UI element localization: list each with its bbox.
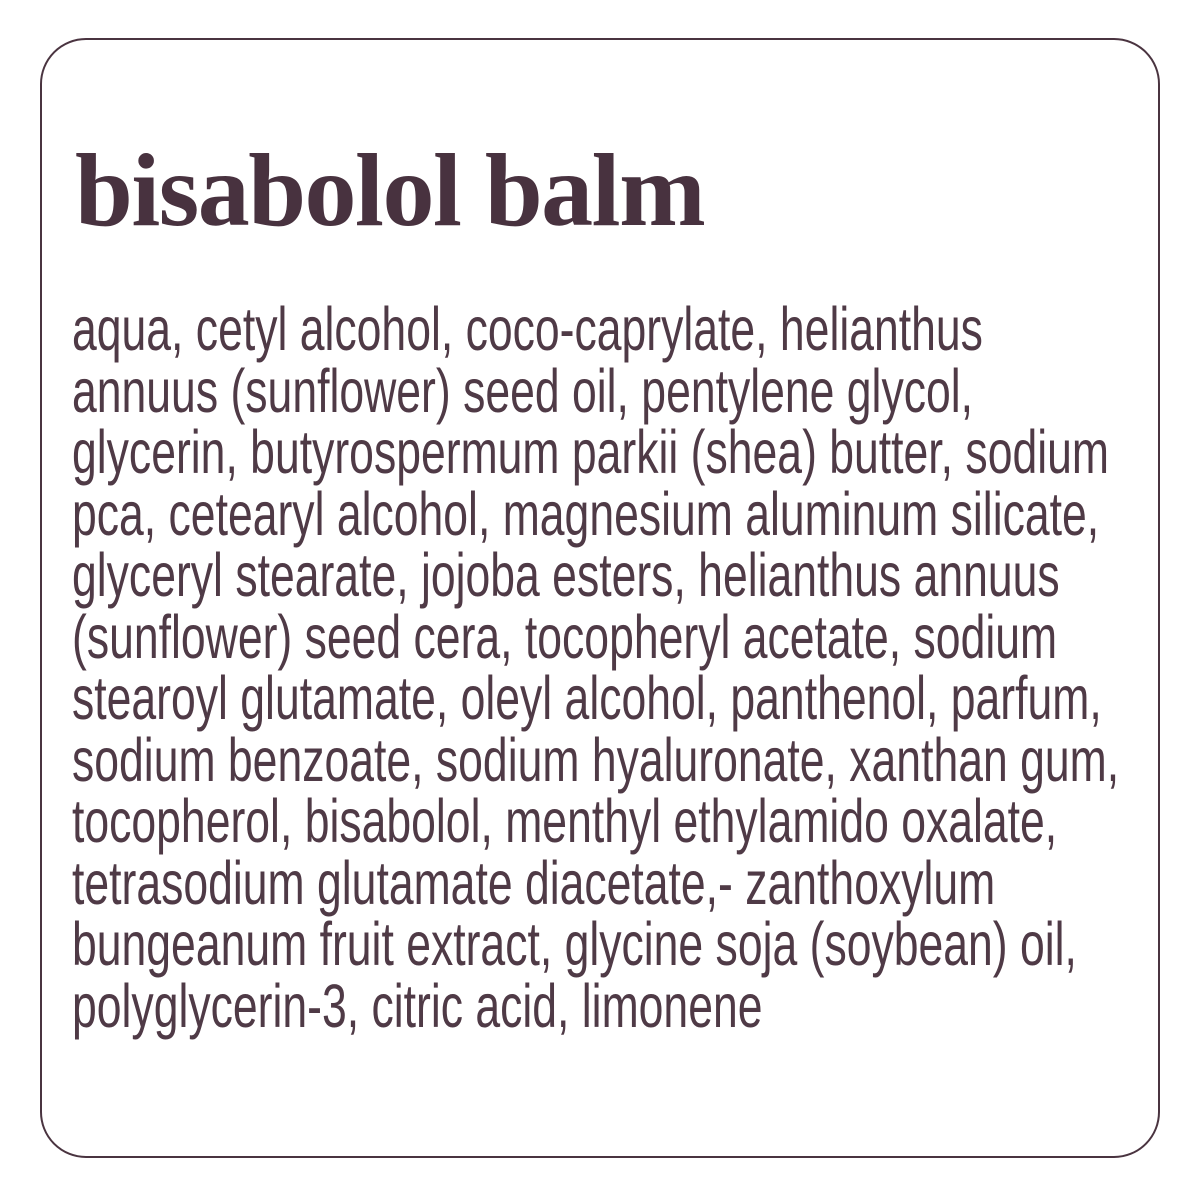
product-title: bisabolol balm [75, 133, 705, 248]
ingredients-line: tocopherol, bisabolol, menthyl ethylamido oxalate, [72, 787, 1058, 855]
ingredients-line: (sunflower) seed cera, tocopheryl acetate, sodium [72, 602, 1058, 671]
ingredients-line: annuus (sunflower) seed oil, pentylene glycol, [72, 356, 974, 425]
ingredients-line: bungeanum fruit extract, glycine soja (soybean) oil, [72, 910, 1077, 978]
ingredients-line: pca, cetearyl alcohol, magnesium aluminum silicate, [72, 479, 1100, 548]
label-card [40, 38, 1160, 1158]
ingredients-line: sodium benzoate, sodium hyaluronate, xanthan gum, [72, 725, 1120, 794]
ingredients-line: glyceryl stearate, jojoba esters, helianthus annuus [72, 541, 1060, 609]
ingredients-line: tetrasodium glutamate diacetate,- zanthoxylum [72, 848, 996, 917]
ingredients-list [72, 295, 1158, 1040]
ingredients-line: polyglycerin-3, citric acid, limonene [72, 971, 763, 1040]
ingredients-line: glycerin, butyrospermum parkii (shea) butter, sodium [72, 418, 1109, 486]
ingredients-line: stearoyl glutamate, oleyl alcohol, panthenol, parfum, [72, 664, 1102, 732]
ingredients-line: aqua, cetyl alcohol, coco-caprylate, helianthus [72, 295, 983, 363]
